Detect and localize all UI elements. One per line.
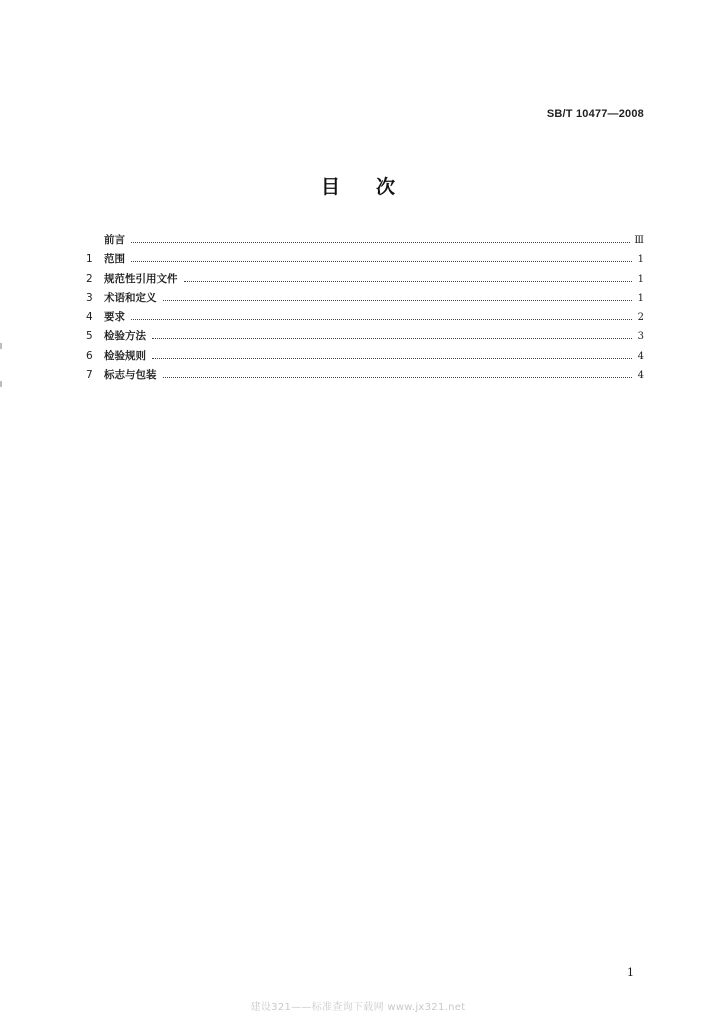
toc-entry-scope[interactable] bbox=[86, 251, 644, 270]
toc-dot-leader bbox=[131, 318, 632, 320]
scan-edge-mark bbox=[0, 381, 2, 387]
toc-entry-label: 标志与包装 bbox=[104, 369, 157, 382]
watermark: 建设321——标准查询下载网 www.jx321.net bbox=[250, 1002, 466, 1013]
toc-dot-leader bbox=[152, 357, 632, 359]
toc-entry-number: 1 bbox=[86, 253, 93, 266]
toc-entry-number: 6 bbox=[86, 349, 93, 362]
toc-entry-label: 术语和定义 bbox=[104, 291, 157, 304]
standard-code: SB/T 10477—2008 bbox=[546, 108, 644, 120]
toc-entry-label: 前言 bbox=[104, 234, 125, 246]
toc-entry-number: 7 bbox=[86, 369, 93, 382]
toc-dot-leader bbox=[184, 280, 633, 282]
toc-entry-page: 1 bbox=[637, 273, 644, 285]
toc-entry-number: 3 bbox=[86, 291, 93, 304]
toc-dot-leader bbox=[131, 260, 632, 262]
table-of-contents bbox=[86, 232, 644, 386]
toc-entry-page: 2 bbox=[637, 312, 644, 324]
toc-entry-label: 检验方法 bbox=[104, 330, 146, 343]
toc-dot-leader bbox=[131, 241, 630, 243]
toc-entry-terms-definitions[interactable] bbox=[86, 290, 644, 309]
scan-edge-mark bbox=[0, 343, 2, 349]
toc-entry-marking-packaging[interactable] bbox=[86, 367, 644, 386]
toc-entry-label: 检验规则 bbox=[104, 349, 146, 362]
toc-entry-page: 4 bbox=[637, 350, 644, 362]
toc-entry-number: 5 bbox=[86, 330, 93, 343]
toc-dot-leader bbox=[152, 337, 632, 339]
toc-entry-page: 4 bbox=[637, 370, 644, 382]
toc-dot-leader bbox=[163, 299, 633, 301]
toc-entry-inspection-rules[interactable] bbox=[86, 348, 644, 367]
toc-entry-number: 2 bbox=[86, 272, 93, 285]
toc-entry-page: 1 bbox=[637, 292, 644, 304]
page-title: 目次 bbox=[320, 176, 431, 198]
toc-entry-label: 范围 bbox=[104, 253, 125, 266]
toc-dot-leader bbox=[163, 376, 633, 378]
toc-entry-normative-references[interactable] bbox=[86, 271, 644, 290]
toc-entry-preface[interactable] bbox=[86, 232, 644, 251]
toc-entry-page: 3 bbox=[637, 331, 644, 343]
toc-entry-label: 要求 bbox=[104, 311, 125, 324]
page-number: 1 bbox=[627, 966, 634, 979]
toc-entry-number: 4 bbox=[86, 311, 93, 324]
toc-entry-label: 规范性引用文件 bbox=[104, 272, 178, 285]
toc-entry-requirements[interactable] bbox=[86, 309, 644, 328]
toc-entry-test-methods[interactable] bbox=[86, 328, 644, 347]
toc-entry-page: 1 bbox=[637, 254, 644, 266]
toc-entry-page: Ⅲ bbox=[634, 235, 644, 246]
